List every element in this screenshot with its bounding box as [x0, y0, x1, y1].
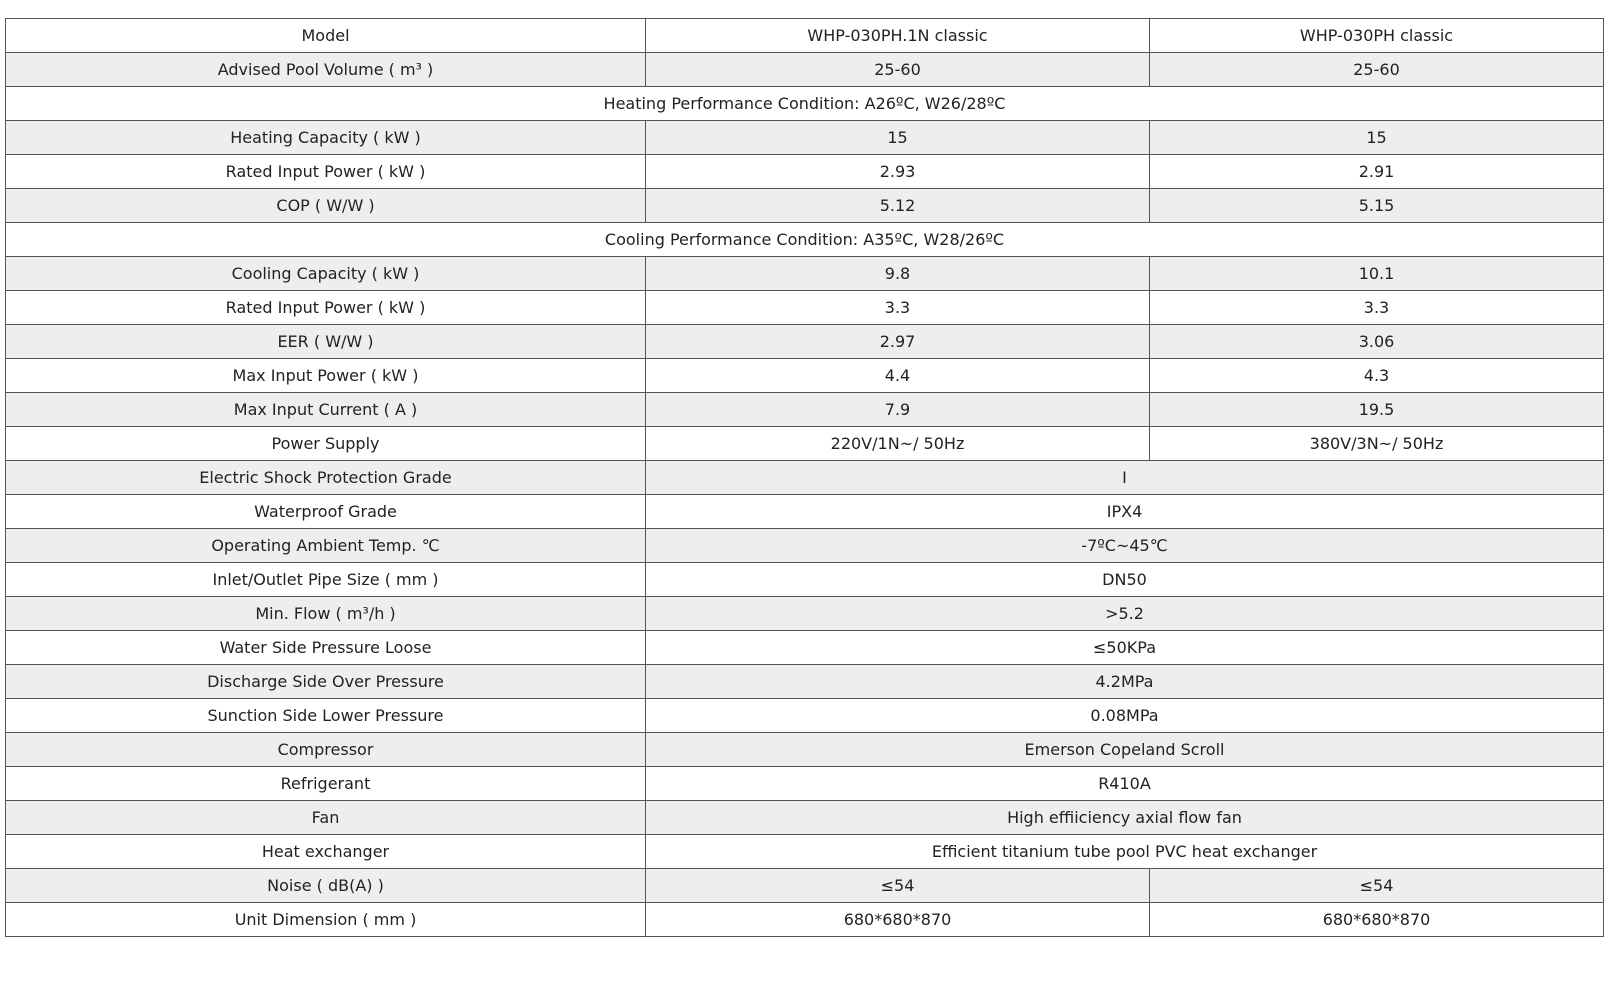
spec-value-cell-model-2: 3.06: [1150, 325, 1604, 359]
spec-label-cell: EER ( W/W ): [6, 325, 646, 359]
table-row: [6, 495, 1604, 529]
spec-value-cell-model-1: 9.8: [646, 257, 1150, 291]
table-row: [6, 597, 1604, 631]
spec-label-cell: Waterproof Grade: [6, 495, 646, 529]
table-row: [6, 699, 1604, 733]
table-row: [6, 903, 1604, 937]
spec-value-shared-cell: High effiiciency axial flow fan: [646, 801, 1604, 835]
table-row: [6, 631, 1604, 665]
spec-label-cell: Sunction Side Lower Pressure: [6, 699, 646, 733]
spec-value-cell-model-1: 220V/1N~/ 50Hz: [646, 427, 1150, 461]
spec-label-cell: Power Supply: [6, 427, 646, 461]
spec-value-cell-model-1: 2.93: [646, 155, 1150, 189]
header-cell-model-2: WHP-030PH classic: [1150, 19, 1604, 53]
spec-value-cell-model-2: 15: [1150, 121, 1604, 155]
table-row: [6, 155, 1604, 189]
spec-value-cell-model-2: 10.1: [1150, 257, 1604, 291]
spec-label-cell: Min. Flow ( m³/h ): [6, 597, 646, 631]
spec-value-cell-model-2: 4.3: [1150, 359, 1604, 393]
spec-value-cell-model-1: 7.9: [646, 393, 1150, 427]
spec-value-cell-model-2: 680*680*870: [1150, 903, 1604, 937]
spec-label-cell: Fan: [6, 801, 646, 835]
spec-label-cell: Electric Shock Protection Grade: [6, 461, 646, 495]
spec-value-shared-cell: DN50: [646, 563, 1604, 597]
spec-value-shared-cell: Emerson Copeland Scroll: [646, 733, 1604, 767]
spec-label-cell: Refrigerant: [6, 767, 646, 801]
spec-label-cell: Inlet/Outlet Pipe Size ( mm ): [6, 563, 646, 597]
spec-table-body: [6, 19, 1604, 937]
section-header-row: [6, 87, 1604, 121]
table-row: [6, 427, 1604, 461]
spec-value-cell-model-1: 5.12: [646, 189, 1150, 223]
table-row: [6, 359, 1604, 393]
spec-label-cell: Compressor: [6, 733, 646, 767]
spec-value-cell-model-2: 380V/3N~/ 50Hz: [1150, 427, 1604, 461]
spec-label-cell: Max Input Current ( A ): [6, 393, 646, 427]
spec-value-cell-model-2: ≤54: [1150, 869, 1604, 903]
spec-table: [5, 18, 1604, 937]
table-row: [6, 189, 1604, 223]
spec-label-cell: Heating Capacity ( kW ): [6, 121, 646, 155]
spec-value-cell-model-1: 3.3: [646, 291, 1150, 325]
table-row: [6, 801, 1604, 835]
spec-label-cell: Cooling Capacity ( kW ): [6, 257, 646, 291]
table-row: [6, 325, 1604, 359]
table-row: [6, 835, 1604, 869]
spec-value-shared-cell: I: [646, 461, 1604, 495]
spec-value-cell-model-1: ≤54: [646, 869, 1150, 903]
spec-value-shared-cell: R410A: [646, 767, 1604, 801]
table-row: [6, 665, 1604, 699]
table-row: [6, 733, 1604, 767]
spec-label-cell: COP ( W/W ): [6, 189, 646, 223]
spec-value-shared-cell: 4.2MPa: [646, 665, 1604, 699]
table-row: [6, 767, 1604, 801]
spec-label-cell: Rated Input Power ( kW ): [6, 155, 646, 189]
spec-value-cell-model-1: 680*680*870: [646, 903, 1150, 937]
table-row: [6, 529, 1604, 563]
spec-value-shared-cell: 0.08MPa: [646, 699, 1604, 733]
spec-value-cell-model-2: 2.91: [1150, 155, 1604, 189]
spec-value-cell-model-1: 2.97: [646, 325, 1150, 359]
section-header-cell: Heating Performance Condition: A26ºC, W26/28ºC: [6, 87, 1604, 121]
spec-value-shared-cell: IPX4: [646, 495, 1604, 529]
table-row: [6, 121, 1604, 155]
table-row: [6, 53, 1604, 87]
spec-value-shared-cell: >5.2: [646, 597, 1604, 631]
table-row: [6, 19, 1604, 53]
spec-label-cell: Operating Ambient Temp. ℃: [6, 529, 646, 563]
table-row: [6, 291, 1604, 325]
header-cell-model: Model: [6, 19, 646, 53]
spec-value-cell-model-2: 25-60: [1150, 53, 1604, 87]
table-row: [6, 461, 1604, 495]
spec-value-cell-model-1: 4.4: [646, 359, 1150, 393]
table-row: [6, 869, 1604, 903]
spec-label-cell: Unit Dimension ( mm ): [6, 903, 646, 937]
spec-value-cell-model-1: 15: [646, 121, 1150, 155]
spec-label-cell: Water Side Pressure Loose: [6, 631, 646, 665]
spec-label-cell: Heat exchanger: [6, 835, 646, 869]
spec-value-cell-model-2: 3.3: [1150, 291, 1604, 325]
spec-value-cell-model-2: 19.5: [1150, 393, 1604, 427]
spec-value-shared-cell: -7ºC~45℃: [646, 529, 1604, 563]
table-row: [6, 563, 1604, 597]
header-cell-model-1: WHP-030PH.1N classic: [646, 19, 1150, 53]
spec-value-shared-cell: Efficient titanium tube pool PVC heat exchanger: [646, 835, 1604, 869]
section-header-row: [6, 223, 1604, 257]
table-row: [6, 393, 1604, 427]
spec-value-cell-model-2: 5.15: [1150, 189, 1604, 223]
section-header-cell: Cooling Performance Condition: A35ºC, W28/26ºC: [6, 223, 1604, 257]
spec-label-cell: Noise ( dB(A) ): [6, 869, 646, 903]
table-row: [6, 257, 1604, 291]
spec-value-cell-model-1: 25-60: [646, 53, 1150, 87]
spec-label-cell: Rated Input Power ( kW ): [6, 291, 646, 325]
spec-label-cell: Advised Pool Volume ( m³ ): [6, 53, 646, 87]
spec-label-cell: Max Input Power ( kW ): [6, 359, 646, 393]
spec-value-shared-cell: ≤50KPa: [646, 631, 1604, 665]
spec-label-cell: Discharge Side Over Pressure: [6, 665, 646, 699]
